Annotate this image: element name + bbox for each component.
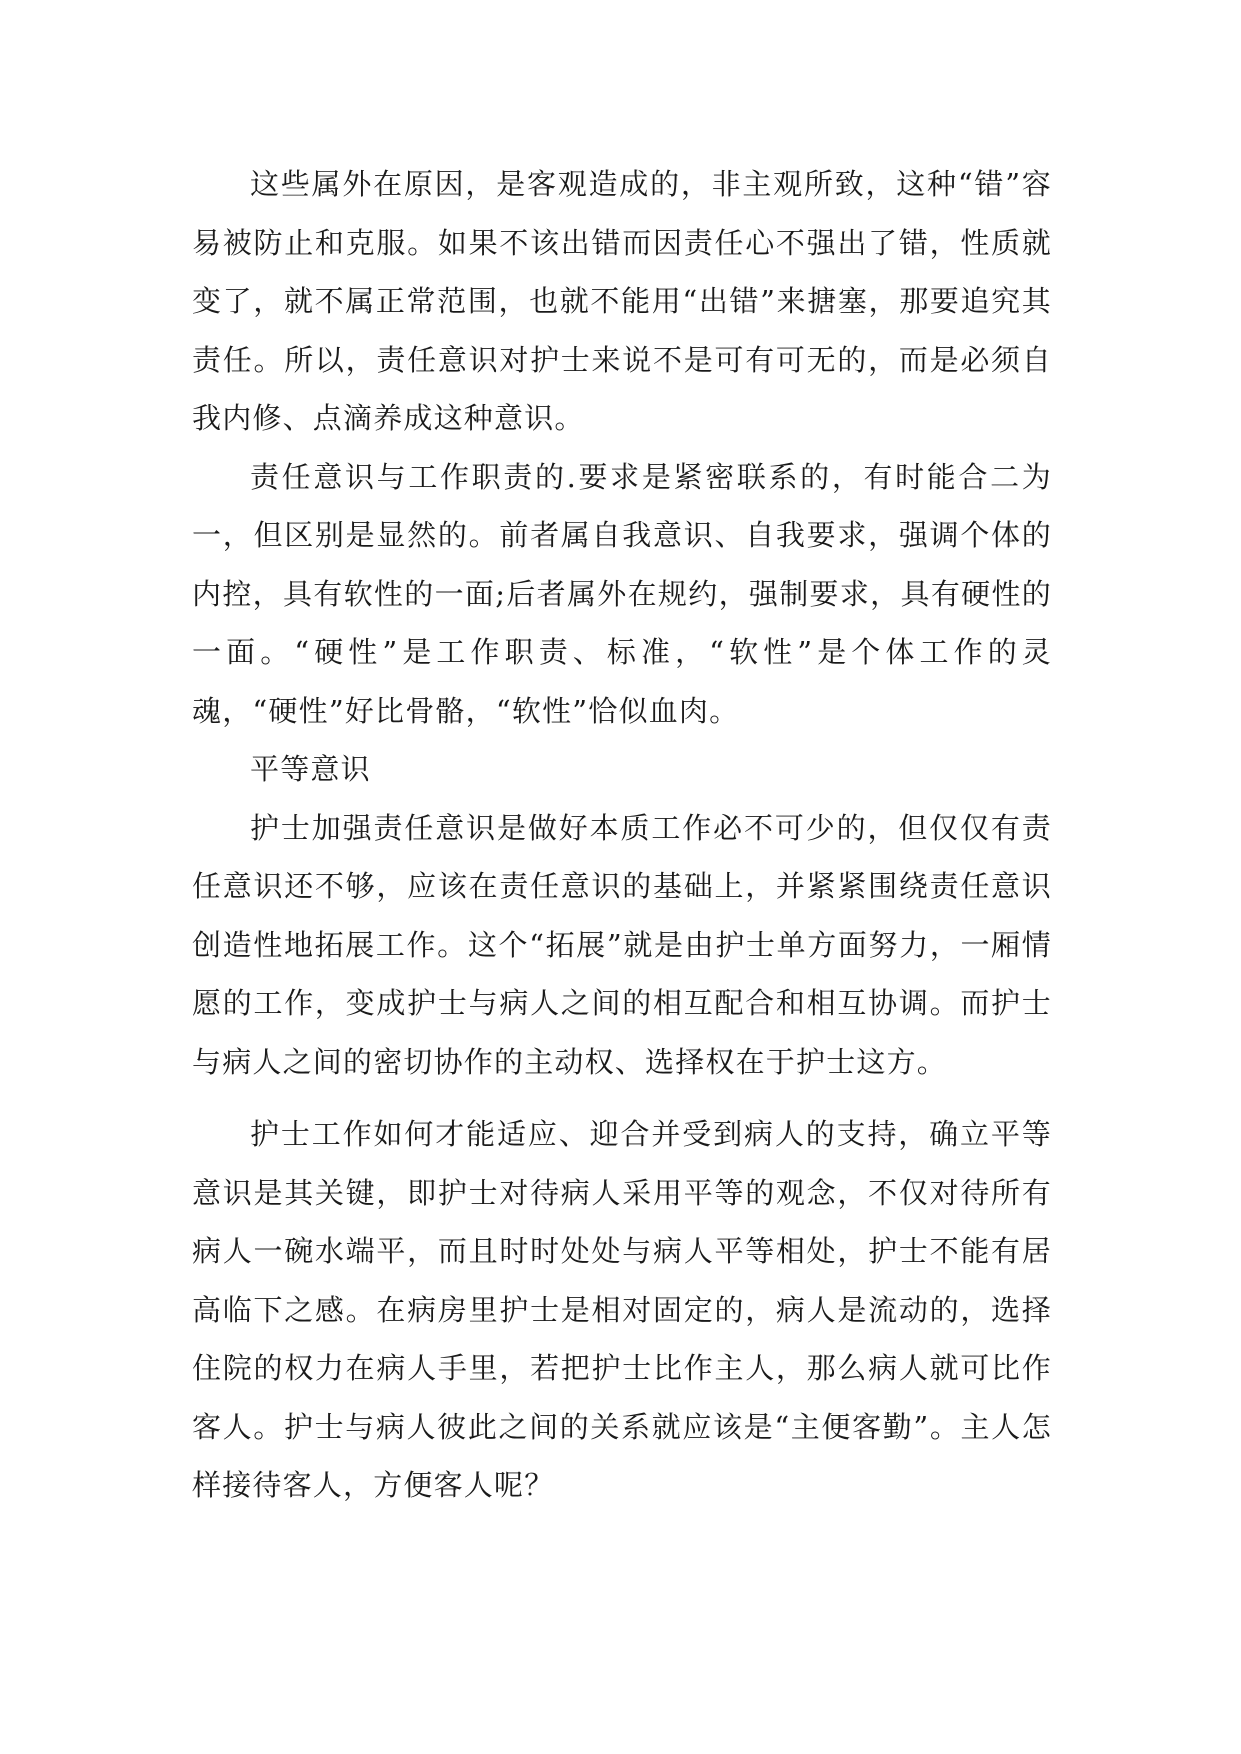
document-body bbox=[192, 155, 1052, 1515]
paragraph-responsibility-vs-duty: 责任意识与工作职责的.要求是紧密联系的，有时能合二为一，但区别是显然的。前者属自我意识、自我要求，强调个体的内控，具有软性的一面;后者属外在规约，强制要求，具有硬性的一面。“硬性”是工作职责、标准，“软性”是个体工作的灵魂，“硬性”好比骨骼，“软性”恰似血肉。 bbox=[192, 459, 1052, 728]
paragraph-expanding-work: 护士加强责任意识是做好本质工作必不可少的，但仅仅有责任意识还不够，应该在责任意识的基础上，并紧紧围绕责任意识创造性地拓展工作。这个“拓展”就是由护士单方面努力，一厢情愿的工作，变成护士与病人之间的相互配合和相互协调。而护士与病人之间的密切协作的主动权、选择权在于护士这方。 bbox=[192, 810, 1052, 1079]
section-heading-equality: 平等意识 bbox=[250, 752, 371, 786]
paragraph-external-causes: 这些属外在原因，是客观造成的，非主观所致，这种“错”容易被防止和克服。如果不该出错而因责任心不强出了错，性质就变了，就不属正常范围，也就不能用“出错”来搪塞，那要追究其责任。所以，责任意识对护士来说不是可有可无的，而是必须自我内修、点滴养成这种意识。 bbox=[192, 167, 1052, 435]
paragraph-equality-awareness: 护士工作如何才能适应、迎合并受到病人的支持，确立平等意识是其关键，即护士对待病人采用平等的观念，不仅对待所有病人一碗水端平，而且时时处处与病人平等相处，护士不能有居高临下之感。在病房里护士是相对固定的，病人是流动的，选择住院的权力在病人手里，若把护士比作主人，那么病人就可比作客人。护士与病人彼此之间的关系就应该是“主便客勤”。主人怎样接待客人，方便客人呢？ bbox=[192, 1117, 1052, 1502]
